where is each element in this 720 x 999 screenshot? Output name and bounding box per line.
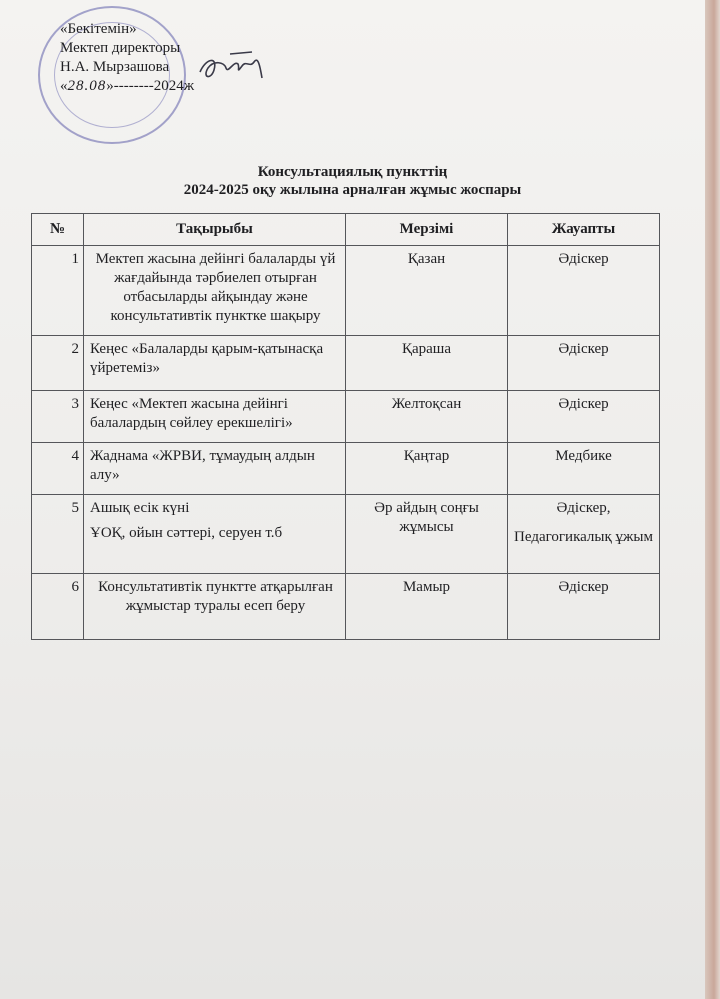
row-responsible: Медбике <box>508 443 660 495</box>
table-header-row <box>32 214 660 246</box>
row-number: 5 <box>32 495 84 574</box>
row-responsible: Әдіскер <box>508 574 660 640</box>
row-deadline: Әр айдың соңғы жұмысы <box>346 495 508 574</box>
approval-block <box>60 20 194 96</box>
row-responsible-cell <box>508 495 660 574</box>
row-topic-detail: ҰОҚ, ойын сәттері, серуен т.б <box>90 525 283 541</box>
row-responsible-extra: Педагогикалық ұжым <box>514 529 653 545</box>
table-row <box>32 495 660 574</box>
row-topic: Ашық есік күні <box>90 500 190 516</box>
work-plan-table <box>31 213 660 640</box>
header-number: № <box>32 214 84 246</box>
row-topic: Консультативтік пунктте атқарылған жұмыстар туралы есеп беру <box>84 574 346 640</box>
row-responsible: Әдіскер <box>508 336 660 391</box>
approval-heading: «Бекітемін» <box>60 21 137 37</box>
row-topic: Мектеп жасына дейінгі балаларды үй жағдайында тәрбиелеп отырған отбасыларды айқындау және консультативтік пунктке шақыру <box>84 246 346 336</box>
row-number: 4 <box>32 443 84 495</box>
row-responsible: Әдіскер <box>508 246 660 336</box>
row-number: 1 <box>32 246 84 336</box>
director-position: Мектеп директоры <box>60 40 181 56</box>
approval-year: 2024ж <box>153 78 195 94</box>
table-row <box>32 443 660 495</box>
table-row <box>32 336 660 391</box>
background-fabric <box>705 0 720 999</box>
header-deadline: Мерзімі <box>346 214 508 246</box>
row-number: 6 <box>32 574 84 640</box>
director-name: Н.А. Мырзашова <box>60 59 170 75</box>
row-number: 3 <box>32 391 84 443</box>
signature-icon <box>196 48 266 86</box>
document-subtitle: 2024-2025 оқу жылына арналған жұмыс жоспары <box>183 182 522 198</box>
row-deadline: Қаңтар <box>346 443 508 495</box>
table-row <box>32 574 660 640</box>
row-responsible: Әдіскер <box>508 391 660 443</box>
table-row <box>32 246 660 336</box>
row-deadline: Қазан <box>346 246 508 336</box>
row-topic-cell <box>84 495 346 574</box>
row-responsible: Әдіскер, <box>556 500 611 516</box>
table-row <box>32 391 660 443</box>
row-deadline: Мамыр <box>346 574 508 640</box>
approval-date: «28.08»--------2024ж <box>60 78 195 94</box>
row-number: 2 <box>32 336 84 391</box>
row-deadline: Желтоқсан <box>346 391 508 443</box>
approval-date-value: 28.08 <box>67 78 107 94</box>
header-responsible: Жауапты <box>508 214 660 246</box>
header-topic: Тақырыбы <box>84 214 346 246</box>
row-topic: Кеңес «Балаларды қарым-қатынасқа үйретеміз» <box>84 336 346 391</box>
row-topic: Кеңес «Мектеп жасына дейінгі балалардың сөйлеу ерекшелігі» <box>84 391 346 443</box>
document-title: Консультациялық пункттің <box>257 164 448 180</box>
row-deadline: Қараша <box>346 336 508 391</box>
row-topic: Жаднама «ЖРВИ, тұмаудың алдын алу» <box>84 443 346 495</box>
